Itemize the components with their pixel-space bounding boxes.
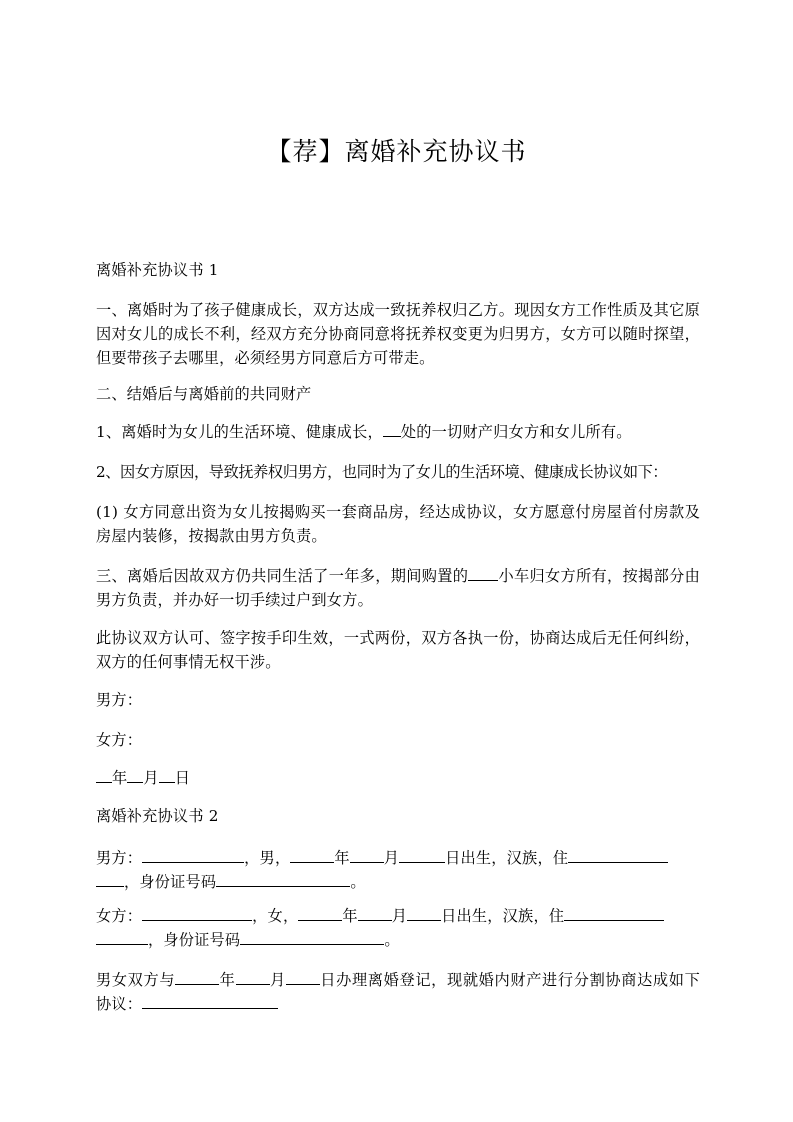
blank-line <box>290 848 334 863</box>
clause-text: ，身份证号码 <box>148 931 241 949</box>
clause-text: 小车归女方所有，按揭部分由男方负责，并办好一切手续过户到女方。 <box>96 567 700 609</box>
section1-clause-2-item-1 <box>96 420 700 444</box>
blank-line <box>142 848 244 863</box>
document-title: 【荐】离婚补充协议书 <box>266 137 527 166</box>
male-signature-label: 男方： <box>96 691 143 709</box>
section2-male-info <box>96 846 700 894</box>
clause-text: ，女， <box>252 907 299 925</box>
blank-line <box>298 906 342 921</box>
clause-text: 月 <box>269 971 286 989</box>
date-year-label: 年 <box>112 769 128 787</box>
section1-clause-2-item-2-sub-1: (1) 女方同意出资为女儿按揭购买一套商品房，经达成协议，女方愿意付房屋首付房款及房屋内装修，按揭款由男方负责。 <box>96 503 700 545</box>
blank-line <box>568 848 668 863</box>
clause-text: 年 <box>342 907 358 925</box>
blank-line <box>142 906 252 921</box>
section1-clause-2: 二、结婚后与离婚前的共同财产 <box>96 385 312 403</box>
blank-line <box>175 970 219 985</box>
blank-line <box>159 768 175 783</box>
section2-female-info <box>96 904 700 952</box>
female-signature-label: 女方： <box>96 731 143 749</box>
clause-text: 1、离婚时为女儿的生活环境、健康成长， <box>96 423 383 441</box>
signature-date <box>96 766 700 790</box>
clause-text: 年 <box>334 849 350 867</box>
clause-text: 日办理离婚登记，现就婚内财产进行分割协商达成如下协议： <box>96 971 700 1013</box>
clause-text: 女方： <box>96 907 143 925</box>
blank-line <box>407 906 441 921</box>
section2-registration-clause <box>96 968 700 1016</box>
blank-line <box>96 768 112 783</box>
date-month-label: 月 <box>143 769 159 787</box>
blank-line <box>240 930 384 945</box>
clause-text: ，男， <box>244 849 291 867</box>
blank-line <box>142 994 278 1009</box>
clause-text: 年 <box>219 971 236 989</box>
clause-text: 日出生，汉族，住 <box>441 907 565 925</box>
clause-text: 月 <box>391 907 408 925</box>
clause-text: 。 <box>350 873 366 891</box>
blank-line <box>286 970 320 985</box>
blank-line <box>383 422 401 437</box>
blank-line <box>399 848 445 863</box>
clause-text: 处的一切财产归女方和女儿所有。 <box>400 423 632 441</box>
section1-heading: 离婚补充协议书 1 <box>96 261 219 279</box>
blank-line <box>358 906 392 921</box>
blank-line <box>236 970 270 985</box>
blank-line <box>468 566 498 581</box>
date-day-label: 日 <box>174 769 191 787</box>
blank-line <box>127 768 143 783</box>
clause-text: ，身份证号码 <box>124 873 217 891</box>
blank-line <box>216 872 350 887</box>
clause-text: 男女双方与 <box>96 971 176 989</box>
section2-heading: 离婚补充协议书 2 <box>96 807 219 825</box>
clause-text: 三、离婚后因故双方仍共同生活了一年多，期间购置的 <box>96 567 469 585</box>
section1-clause-3 <box>96 564 700 612</box>
blank-line <box>96 930 148 945</box>
clause-text: 男方： <box>96 849 143 867</box>
section1-clause-2-item-2: 2、因女方原因，导致抚养权归男方，也同时为了女儿的生活环境、健康成长协议如下： <box>96 463 668 481</box>
clause-text: 月 <box>383 849 400 867</box>
section1-clause-1: 一、离婚时为了孩子健康成长，双方达成一致抚养权归乙方。现因女方工作性质及其它原因对女儿的成长不利，经双方充分协商同意将抚养权变更为归男方，女方可以随时探望，但要带孩子去哪里，必须经男方同意后方可带走。 <box>96 301 700 367</box>
blank-line <box>564 906 664 921</box>
section1-clause-4: 此协议双方认可、签字按手印生效，一式两份，双方各执一份，协商达成后无任何纠纷，双方的任何事情无权干涉。 <box>96 629 700 671</box>
blank-line <box>96 872 124 887</box>
blank-line <box>350 848 384 863</box>
clause-text: 。 <box>384 931 400 949</box>
clause-text: 日出生，汉族，住 <box>445 849 569 867</box>
